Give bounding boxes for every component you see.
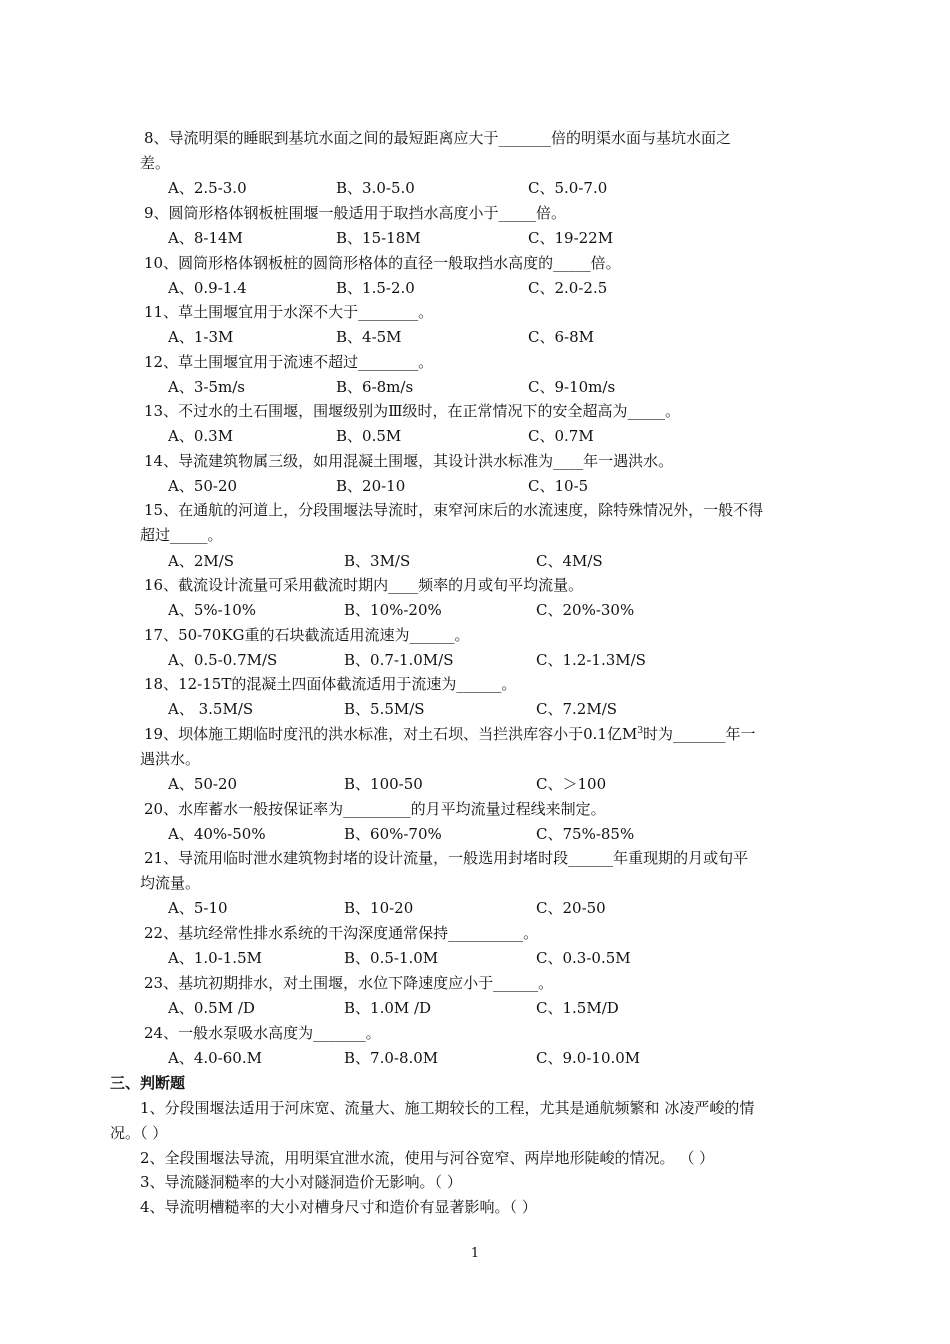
question-20-option-c: C、75%-85% [536,825,635,843]
question-21-option-a: A、5-10 [168,899,228,917]
question-22: 22、基坑经常性排水系统的干沟深度通常保持__________。 [144,924,539,942]
question-17-option-b: B、0.7-1.0M/S [344,651,454,669]
judgment-4: 4、导流明槽糙率的大小对槽身尺寸和造价有显著影响。（ ） [140,1198,537,1216]
question-19-option-a: A、50-20 [168,775,238,793]
question-14-option-a: A、50-20 [168,477,238,495]
question-15-line-1: 15、在通航的河道上，分段围堰法导流时，束窄河床后的水流速度，除特殊情况外，一般不得 [144,501,764,519]
question-21-line-1: 21、导流用临时泄水建筑物封堵的设计流量，一般选用封堵时段______年重现期的月或旬平 [144,849,749,867]
question-24-option-b: B、7.0-8.0M [344,1049,439,1067]
question-13-option-b: B、0.5M [336,427,402,445]
question-13-option-c: C、0.7M [528,427,594,445]
question-16-option-a: A、5%-10% [168,601,257,619]
question-19-option-b: B、100-50 [344,775,423,793]
question-19-line-1 [144,724,756,744]
question-13-option-a: A、0.3M [168,427,234,445]
question-23-option-c: C、1.5M/D [536,999,619,1017]
question-12-option-c: C、9-10m/s [528,378,616,396]
question-20: 20、水库蓄水一般按保证率为_________的月平均流量过程线来制定。 [144,800,606,818]
judgment-1-line-1: 1、分段围堰法适用于河床宽、流量大、施工期较长的工程，尤其是通航频繁和 冰凌严峻的情 [140,1099,755,1117]
question-22-option-a: A、1.0-1.5M [168,949,262,967]
question-10-option-b: B、1.5-2.0 [336,279,415,297]
question-11-option-a: A、1-3M [168,328,234,346]
question-22-option-c: C、0.3-0.5M [536,949,631,967]
question-16-option-c: C、20%-30% [536,601,635,619]
judgment-3: 3、导流隧洞糙率的大小对隧洞造价无影响。（ ） [140,1173,462,1191]
question-23-option-b: B、1.0M /D [344,999,432,1017]
question-19-line-1-text: 19、坝体施工期临时度汛的洪水标准，对土石坝、当拦洪库容小于0.1亿M [144,725,638,743]
question-8-option-a: A、2.5-3.0 [168,179,247,197]
question-15-option-a: A、2M/S [168,552,235,570]
question-10-option-a: A、0.9-1.4 [168,279,247,297]
question-16: 16、截流设计流量可采用截流时期内____频率的月或旬平均流量。 [144,576,584,594]
question-24-option-a: A、4.0-60.M [168,1049,262,1067]
question-13: 13、不过水的土石围堰，围堰级别为Ⅲ级时，在正常情况下的安全超高为_____。 [144,402,681,420]
question-18: 18、12-15T的混凝土四面体截流适用于流速为______。 [144,675,517,693]
question-18-option-a: A、 3.5M/S [168,700,254,718]
question-9: 9、圆筒形格体钢板桩围堰一般适用于取挡水高度小于_____倍。 [144,204,567,222]
question-21-line-2: 均流量。 [140,874,201,892]
question-20-option-a: A、40%-50% [168,825,266,843]
question-8-line-1: 8、导流明渠的睡眠到基坑水面之间的最短距离应大于_______倍的明渠水面与基坑水面之 [144,129,732,147]
question-18-option-c: C、7.2M/S [536,700,618,718]
question-15-option-b: B、3M/S [344,552,411,570]
question-8-option-b: B、3.0-5.0 [336,179,415,197]
question-10-option-c: C、2.0-2.5 [528,279,608,297]
question-20-option-b: B、60%-70% [344,825,442,843]
question-21-option-b: B、10-20 [344,899,414,917]
question-8-line-2: 差。 [140,154,171,172]
question-21-option-c: C、20-50 [536,899,606,917]
superscript-3: 3 [637,726,644,736]
question-17: 17、50-70KG重的石块截流适用流速为______。 [144,626,470,644]
question-12-option-a: A、3-5m/s [168,378,245,396]
question-14: 14、导流建筑物属三级，如用混凝土围堰，其设计洪水标准为____年一遇洪水。 [144,452,674,470]
section-heading-judgment: 三、判断题 [110,1074,186,1092]
question-15-line-2: 超过_____。 [140,526,223,544]
question-15-option-c: C、4M/S [536,552,603,570]
question-24: 24、一般水泵吸水高度为_______。 [144,1024,381,1042]
question-23: 23、基坑初期排水，对土围堰，水位下降速度应小于______。 [144,974,554,992]
question-9-option-c: C、19-22M [528,229,614,247]
judgment-2: 2、全段围堰法导流，用明渠宜泄水流，使用与河谷宽窄、两岸地形陡峻的情况。 （ ） [140,1149,715,1167]
question-17-option-c: C、1.2-1.3M/S [536,651,646,669]
page-number: 1 [470,1246,480,1261]
question-9-option-b: B、15-18M [336,229,421,247]
question-8-option-c: C、5.0-7.0 [528,179,608,197]
question-24-option-c: C、9.0-10.0M [536,1049,641,1067]
question-11-option-c: C、6-8M [528,328,594,346]
question-23-option-a: A、0.5M /D [168,999,255,1017]
question-14-option-b: B、20-10 [336,477,406,495]
question-11-option-b: B、4-5M [336,328,402,346]
question-10: 10、圆筒形格体钢板桩的圆筒形格体的直径一般取挡水高度的_____倍。 [144,254,621,272]
question-19-option-c: C、＞100 [536,775,607,793]
question-18-option-b: B、5.5M/S [344,700,425,718]
question-16-option-b: B、10%-20% [344,601,442,619]
question-11: 11、草土围堰宜用于水深不大于________。 [144,303,434,321]
question-22-option-b: B、0.5-1.0M [344,949,439,967]
question-17-option-a: A、0.5-0.7M/S [168,651,278,669]
question-19-line-1-after: 时为_______年一 [643,725,756,743]
question-19-line-2: 遇洪水。 [140,750,201,768]
question-12: 12、草土围堰宜用于流速不超过________。 [144,353,434,371]
question-9-option-a: A、8-14M [168,229,243,247]
judgment-1-line-2: 况。（ ） [110,1124,168,1142]
question-14-option-c: C、10-5 [528,477,589,495]
question-12-option-b: B、6-8m/s [336,378,414,396]
